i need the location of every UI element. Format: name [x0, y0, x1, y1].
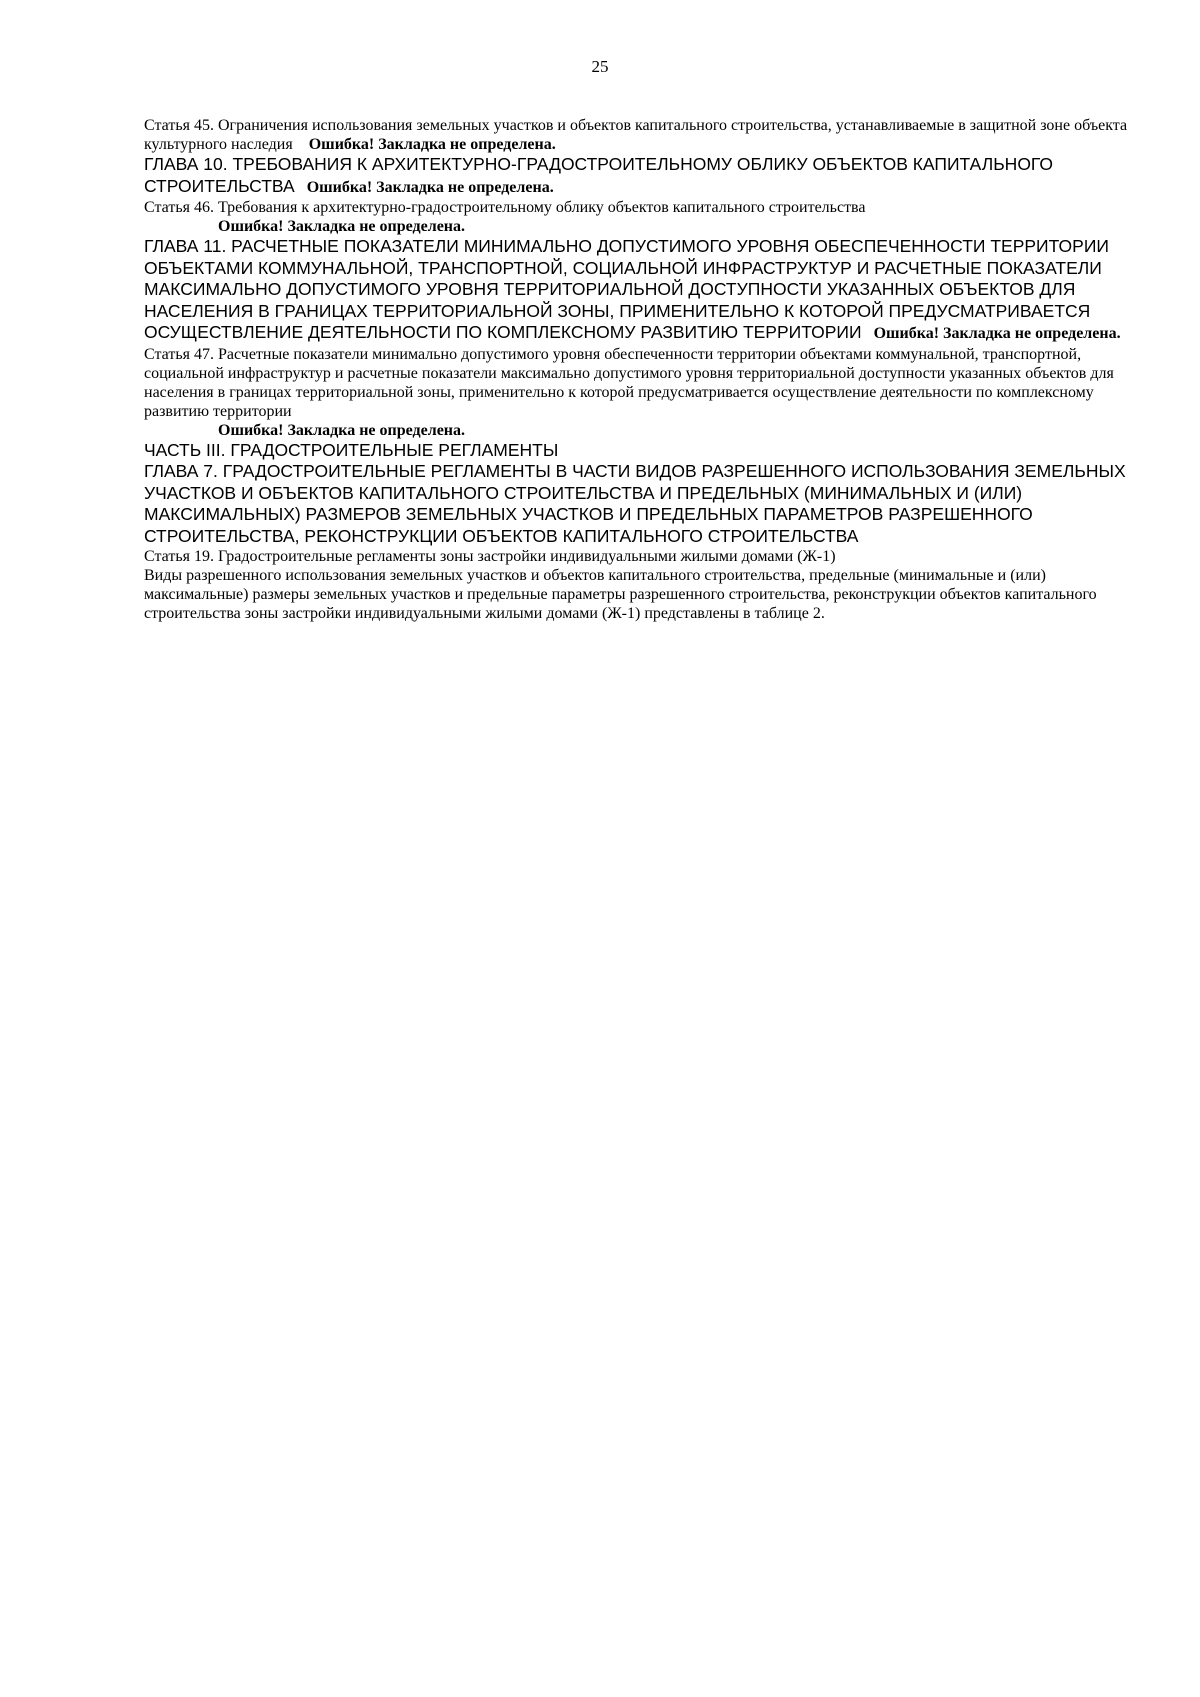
toc-entry-chapter-10[interactable]: [144, 154, 1144, 198]
toc-entry-text: Статья 46. Требования к архитектурно-градостроительному облику объектов капитального строительства: [144, 199, 866, 216]
toc-entry-chapter-11[interactable]: [144, 236, 1144, 345]
bookmark-error: Ошибка! Закладка не определена.: [308, 136, 556, 153]
toc-entry-text: ГЛАВА 10. ТРЕБОВАНИЯ К АРХИТЕКТУРНО-ГРАДОСТРОИТЕЛЬНОМУ ОБЛИКУ ОБЪЕКТОВ КАПИТАЛЬНОГО СТРОИТЕЛЬСТВА: [144, 154, 1054, 196]
table-of-contents: [144, 116, 1144, 623]
toc-entry-text: Статья 19. Градостроительные регламенты зоны застройки индивидуальными жилыми домами (Ж-1): [144, 548, 836, 565]
bookmark-error: Ошибка! Закладка не определена.: [218, 218, 466, 235]
toc-entry-text: ЧАСТЬ III. ГРАДОСТРОИТЕЛЬНЫЕ РЕГЛАМЕНТЫ: [144, 439, 559, 460]
toc-entry-part-3[interactable]: [144, 440, 1144, 462]
toc-entry-article-46[interactable]: [144, 198, 1144, 236]
toc-entry-text: Статья 47. Расчетные показатели минимально допустимого уровня обеспеченности территории объектами коммунальной, транспортной, социальной инфраструктур и расчетные показатели максимально допустимого уровня территориальной доступности указанных объектов для населения в границах территориальной зоны, применительно к которой предусматривается осуществление деятельности по комплексному развитию территории: [144, 345, 1114, 420]
page-number: 25: [591, 57, 609, 76]
toc-entry-text: Статья 45. Ограничения использования земельных участков и объектов капитального строительства, устанавливаемые в защитной зоне объекта культурного наследия: [144, 117, 1128, 153]
body-paragraph: Виды разрешенного использования земельных участков и объектов капитального строительства, предельные (минимальные и (или) максимальные) размеры земельных участков и предельные параметры разрешенного строительства, реконструкции объектов капитального строительства зоны застройки индивидуальными жилыми домами (Ж-1) представлены в таблице 2.: [144, 567, 1097, 622]
toc-entry-article-45[interactable]: [144, 116, 1144, 154]
toc-entry-article-19[interactable]: [144, 547, 1144, 566]
bookmark-error: Ошибка! Закладка не определена.: [873, 325, 1121, 342]
toc-entry-article-47[interactable]: [144, 345, 1144, 440]
toc-entry-chapter-7[interactable]: [144, 461, 1144, 547]
bookmark-error: Ошибка! Закладка не определена.: [306, 178, 554, 196]
toc-entry-text: ГЛАВА 11. РАСЧЕТНЫЕ ПОКАЗАТЕЛИ МИНИМАЛЬНО ДОПУСТИМОГО УРОВНЯ ОБЕСПЕЧЕННОСТИ ТЕРРИТОРИИ ОБЪЕКТАМИ КОММУНАЛЬНОЙ, ТРАНСПОРТНОЙ, СОЦИАЛЬНОЙ ИНФРАСТРУКТУР И РАСЧЕТНЫЕ ПОКАЗАТЕЛИ МАКСИМАЛЬНО ДОПУСТИМОГО УРОВНЯ ТЕРРИТОРИАЛЬНОЙ ДОСТУПНОСТИ УКАЗАННЫХ ОБЪЕКТОВ ДЛЯ НАСЕЛЕНИЯ В ГРАНИЦАХ ТЕРРИТОРИАЛЬНОЙ ЗОНЫ, ПРИМЕНИТЕЛЬНО К КОТОРОЙ ПРЕДУСМАТРИВАЕТСЯ ОСУЩЕСТВЛЕНИЕ ДЕЯТЕЛЬНОСТИ ПО КОМПЛЕКСНОМУ РАЗВИТИЮ ТЕРРИТОРИИ: [144, 236, 1109, 342]
bookmark-error: Ошибка! Закладка не определена.: [218, 421, 466, 439]
toc-entry-text: ГЛАВА 7. ГРАДОСТРОИТЕЛЬНЫЕ РЕГЛАМЕНТЫ В ЧАСТИ ВИДОВ РАЗРЕШЕННОГО ИСПОЛЬЗОВАНИЯ ЗЕМЕЛЬНЫХ УЧАСТКОВ И ОБЪЕКТОВ КАПИТАЛЬНОГО СТРОИТЕЛЬСТВА И ПРЕДЕЛЬНЫХ (МИНИМАЛЬНЫХ И (ИЛИ) МАКСИМАЛЬНЫХ) РАЗМЕРОВ ЗЕМЕЛЬНЫХ УЧАСТКОВ И ПРЕДЕЛЬНЫХ ПАРАМЕТРОВ РАЗРЕШЕННОГО СТРОИТЕЛЬСТВА, РЕКОНСТРУКЦИИ ОБЪЕКТОВ КАПИТАЛЬНОГО СТРОИТЕЛЬСТВА: [144, 461, 1126, 546]
